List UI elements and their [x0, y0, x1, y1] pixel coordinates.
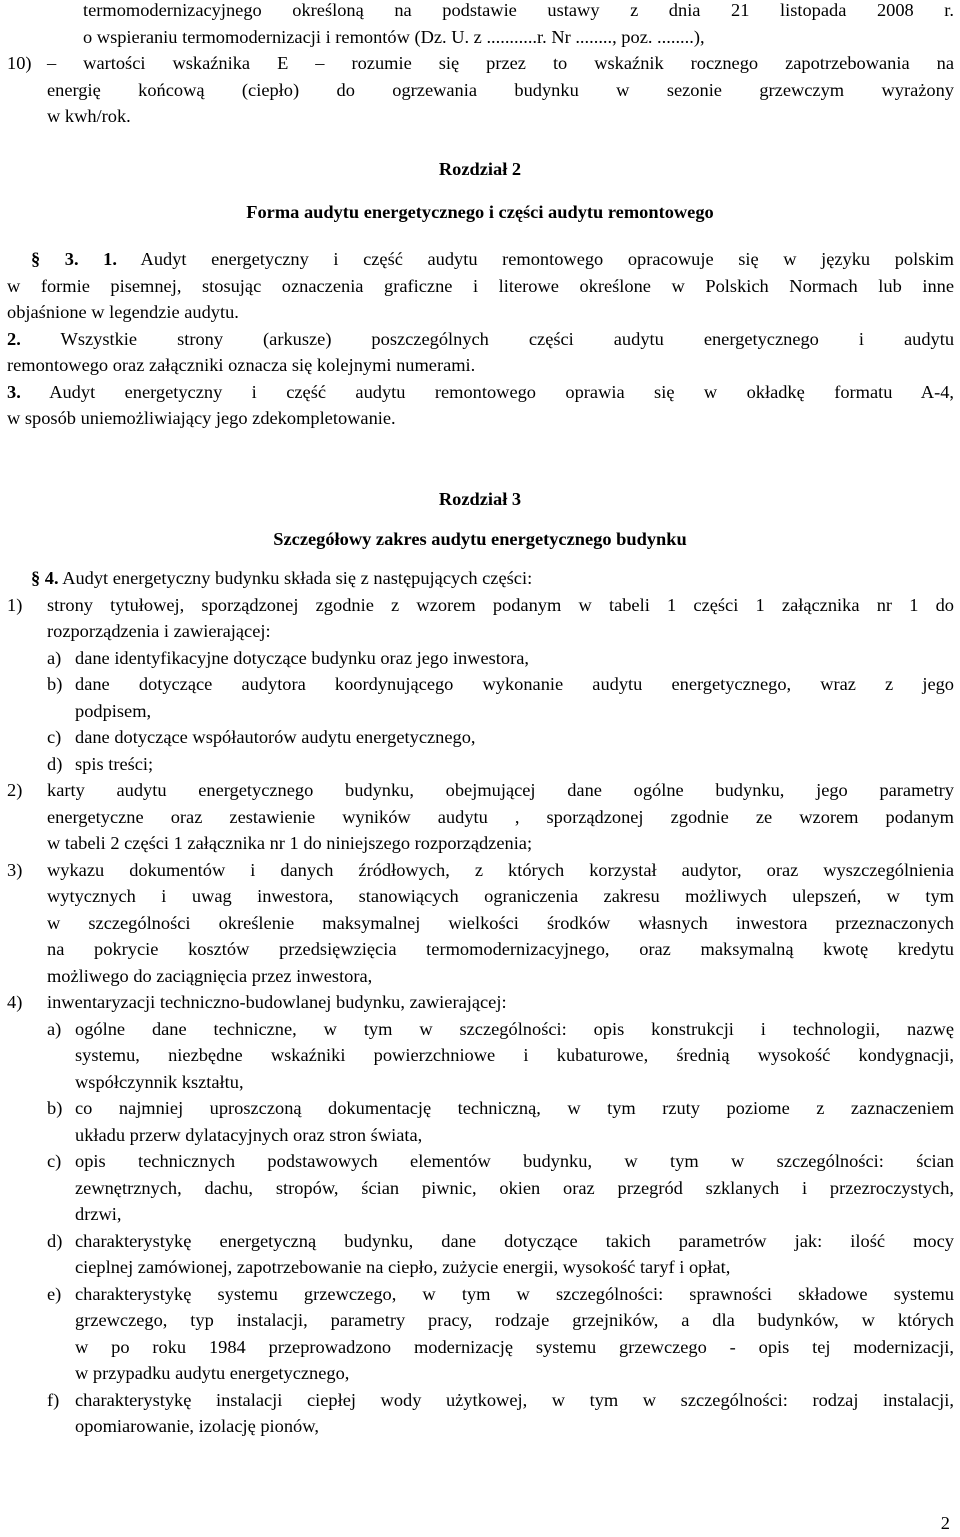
- item-number: 1): [7, 594, 23, 615]
- text-line: strony tytułowej, sporządzonej zgodnie z wzorem podanym w tabeli 1 części 1 załącznika nr 1 do: [47, 594, 954, 615]
- sub-item-letter: a): [47, 647, 62, 668]
- text-line: ogólne dane techniczne, w tym w szczególności: opis konstrukcji i technologii, nazwę: [75, 1018, 954, 1039]
- sub-item: [7, 1228, 954, 1281]
- text-line: § 4. Audyt energetyczny budynku składa się z następujących części:: [31, 568, 533, 588]
- text-line: cieplnej zamówionej, zapotrzebowanie na ciepło, zużycie energii, wysokość taryf i opłat,: [75, 1257, 731, 1277]
- text-line: dane identyfikacyjne dotyczące budynku oraz jego inwestora,: [75, 647, 529, 668]
- text-line: opis technicznych podstawowych elementów budynku, w tym w szczególności: ścian: [75, 1151, 954, 1171]
- text-line: charakterystykę instalacji ciepłej wody użytkowej, w tym w szczególności: rodzaj instalacji,: [75, 1389, 954, 1410]
- sub-item-letter: b): [47, 1098, 63, 1118]
- item-number: 10): [7, 53, 32, 73]
- section-4: [7, 565, 954, 1440]
- section-3: [7, 246, 954, 432]
- text-line: zewnętrznych, dachu, stropów, ścian piwnic, okien oraz przegród szklanych i przezroczystych,: [75, 1177, 954, 1198]
- chapter-heading: [0, 156, 960, 241]
- text-line: – wartości wskaźnika E – rozumie się przez to wskaźnik rocznego zapotrzebowania na: [47, 53, 954, 73]
- sub-item-letter: d): [47, 753, 63, 774]
- text-line: rozporządzenia i zawierającej:: [47, 621, 271, 641]
- text-line: w kwh/rok.: [47, 106, 131, 126]
- text-line: w sposób uniemożliwiający jego zdekompletowanie.: [7, 408, 396, 428]
- text-line: energetyczne oraz zestawienie wyników audytu , sporządzonej zgodnie ze wzorem podanym: [47, 806, 954, 827]
- section-marker: § 3. 1.: [31, 249, 117, 269]
- chapter-title: Rozdział 2: [438, 159, 522, 179]
- text-line: remontowego oraz załączniki oznacza się kolejnymi numerami.: [7, 355, 476, 375]
- text-line: o wspieraniu termomodernizacji i remontów (Dz. U. z ...........r. Nr ........, poz. ........),: [83, 26, 705, 47]
- sub-item: [7, 645, 954, 672]
- text-line: w formie pisemnej, stosując oznaczenia graficzne i literowe określone w Polskich Normach lub inne: [7, 275, 954, 296]
- sub-item-letter: f): [47, 1389, 60, 1410]
- text-line: drzwi,: [75, 1204, 122, 1224]
- text-line: charakterystykę energetyczną budynku, dane dotyczące takich parametrów jak: ilość mocy: [75, 1230, 954, 1251]
- sub-item: [7, 724, 954, 751]
- text-line: w po roku 1984 przeprowadzono modernizację systemu grzewczego - opis tej modernizacji,: [75, 1336, 954, 1357]
- sub-item: [7, 1148, 954, 1228]
- text-line: co najmniej uproszczoną dokumentację techniczną, w tym rzuty poziome z zaznaczeniem: [75, 1098, 954, 1118]
- text-line: karty audytu energetycznego budynku, obejmującej dane ogólne budynku, jego parametry: [47, 780, 954, 800]
- text-line: spis treści;: [75, 753, 154, 774]
- sub-item-letter: d): [47, 1230, 63, 1251]
- text-line: termomodernizacyjnego określoną na podstawie ustawy z dnia 21 listopada 2008 r.: [83, 0, 954, 20]
- text-line: systemu, niezbędne wskaźniki powierzchniowe i kubaturowe, średnią wysokość kondygnacji,: [75, 1045, 954, 1065]
- text-line: dane dotyczące audytora koordynującego wykonanie audytu energetycznego, wraz z jego: [75, 674, 954, 694]
- text-line: wykazu dokumentów i danych źródłowych, z których korzystał audytor, oraz wyszczególnienia: [47, 859, 954, 880]
- text-line: dane dotyczące współautorów audytu energetycznego,: [75, 727, 476, 747]
- list-item: [7, 989, 954, 1440]
- item-list: [7, 592, 954, 1440]
- text-line: podpisem,: [75, 700, 152, 721]
- chapter-subtitle: Forma audytu energetycznego i części audytu remontowego: [246, 201, 714, 222]
- sub-item: [7, 1387, 954, 1440]
- paragraph-number: 3.: [7, 381, 21, 402]
- sub-item: [7, 1095, 954, 1148]
- list-item: [7, 50, 954, 130]
- text-line: 3. Audyt energetyczny i część audytu remontowego oprawia się w okładkę formatu A-4,: [7, 381, 955, 402]
- sub-item: [7, 751, 954, 778]
- chapter-title: Rozdział 3: [438, 489, 522, 509]
- text-line: energię końcową (ciepło) do ogrzewania budynku w sezonie grzewczym wyrażony: [47, 79, 954, 100]
- sub-item: [7, 1281, 954, 1387]
- preamble: [7, 0, 954, 130]
- sub-item-letter: c): [47, 727, 62, 747]
- sub-item-letter: b): [47, 674, 63, 694]
- text-line: § 3. 1. Audyt energetyczny i część audytu remontowego opracowuje się w języku polskim: [31, 249, 954, 269]
- list-item: [7, 857, 954, 990]
- text-line: w tabeli 2 części 1 załącznika nr 1 do niniejszego rozporządzenia;: [47, 833, 533, 853]
- section-marker: § 4.: [31, 568, 59, 588]
- paragraph-number: 2.: [7, 328, 21, 349]
- sub-item: [7, 671, 954, 724]
- sub-item-letter: c): [47, 1151, 62, 1171]
- text-line: w przypadku audytu energetycznego,: [75, 1363, 350, 1383]
- item-number: 3): [7, 859, 23, 880]
- text-line: opomiarowanie, izolację pionów,: [75, 1416, 319, 1436]
- item-number: 4): [7, 992, 23, 1012]
- page-number: 2: [940, 1513, 950, 1533]
- text-line: objaśnione w legendzie audytu.: [7, 302, 239, 322]
- text-line: grzewczego, typ instalacji, parametry pracy, rodzaje grzejników, a dla budynków, w których: [75, 1310, 954, 1330]
- chapter-subtitle: Szczegółowy zakres audytu energetycznego budynku: [273, 528, 687, 549]
- text-line: w szczególności określenie maksymalnej wielkości środków własnych inwestora przeznaczonych: [47, 912, 954, 933]
- chapter-heading: [0, 486, 960, 565]
- list-item: [7, 777, 954, 857]
- text-line: 2. Wszystkie strony (arkusze) poszczególnych części audytu energetycznego i audytu: [7, 328, 955, 349]
- text-line: na pokrycie kosztów przedsięwzięcia termomodernizacyjnego, oraz maksymalną kwotę kredytu: [47, 939, 954, 959]
- sub-item-letter: e): [47, 1283, 62, 1304]
- sub-item: [7, 1016, 954, 1096]
- text-line: charakterystykę systemu grzewczego, w tym w szczególności: sprawności składowe systemu: [75, 1283, 954, 1304]
- text-line: wytycznych i uwag inwestora, stanowiących ograniczenia zakresu możliwych ulepszeń, w tym: [47, 886, 954, 906]
- text-line: współczynnik kształtu,: [75, 1071, 244, 1092]
- list-item: [7, 592, 954, 778]
- text-line: możliwego do zaciągnięcia przez inwestora,: [47, 965, 373, 986]
- item-number: 2): [7, 780, 23, 800]
- sub-item-letter: a): [47, 1018, 62, 1039]
- text-line: inwentaryzacji techniczno-budowlanej budynku, zawierającej:: [47, 992, 507, 1012]
- text-line: układu przerw dylatacyjnych oraz stron świata,: [75, 1124, 423, 1145]
